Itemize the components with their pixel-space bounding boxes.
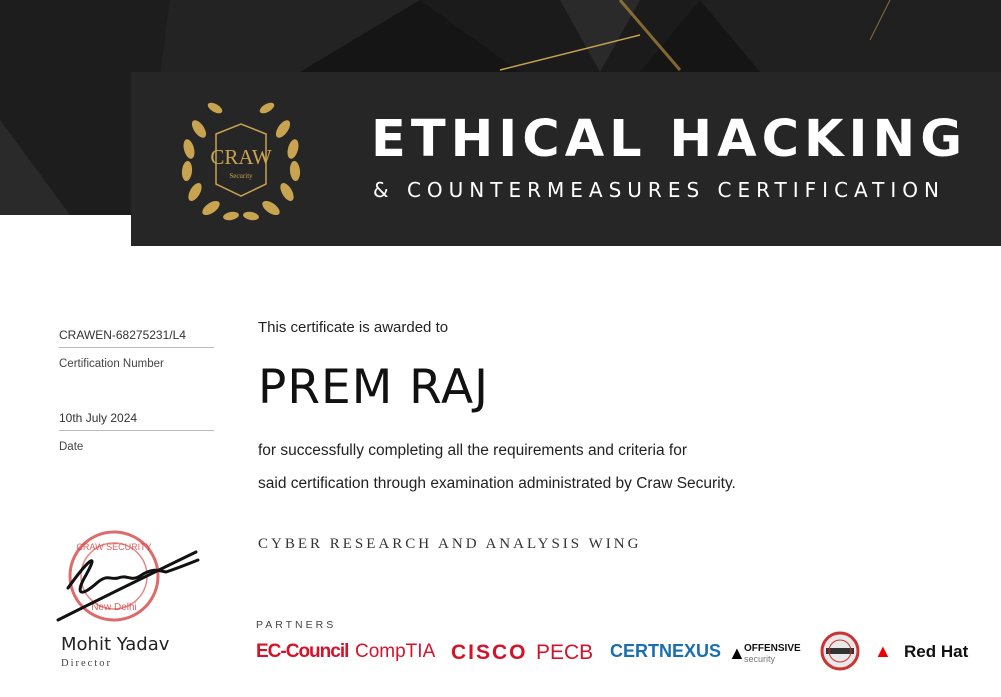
stamp-top-text: CRAW SECURITY — [76, 542, 152, 552]
security-text: security — [744, 654, 776, 664]
partner-cisco: CISCO — [451, 641, 528, 664]
stamp-bottom-text: New Delhi — [91, 602, 137, 613]
cert-number-block — [59, 328, 214, 370]
cert-number-label: Certification Number — [59, 358, 164, 370]
awarded-text: This certificate is awarded to — [258, 319, 449, 336]
signature-stamp — [48, 530, 208, 630]
logo-subtext: Security — [229, 172, 253, 180]
title-banner — [131, 72, 1001, 246]
certificate-subtitle: & COUNTERMEASURES CERTIFICATION — [373, 178, 945, 202]
redhat-icon: ▲ — [874, 641, 892, 661]
recipient-name: PREM RAJ — [258, 360, 489, 415]
description-line-2: said certification through examination administrated by Craw Security. — [258, 475, 736, 492]
certificate-title: ETHICAL HACKING — [371, 110, 968, 169]
redhat-text: Red Hat — [904, 642, 969, 661]
offensive-security-icon: ▲ — [728, 643, 746, 663]
partner-redhat — [874, 642, 974, 666]
description-line-1: for successfully completing all the requirements and criteria for — [258, 442, 688, 459]
partner-pecb: PECB — [536, 641, 594, 664]
date-block — [59, 411, 214, 453]
partners-label: PARTNERS — [256, 619, 337, 631]
director-name: Mohit Yadav — [61, 634, 170, 655]
partner-certnexus: CERTNEXUS — [610, 641, 722, 661]
craw-security-logo — [171, 94, 311, 226]
partner-comptia: CompTIA — [355, 641, 436, 662]
cert-number: CRAWEN-68275231/L4 — [59, 328, 214, 348]
partner-offensive-security — [728, 643, 808, 667]
logo-text: CRAW — [210, 145, 272, 169]
offensive-text: OFFENSIVE — [744, 643, 801, 654]
cert-date: 10th July 2024 — [59, 411, 214, 431]
partner-ec-council: EC-Council — [256, 641, 349, 662]
director-title: Director — [61, 658, 112, 669]
wing-name: CYBER RESEARCH AND ANALYSIS WING — [258, 536, 642, 552]
partner-badge-icon — [818, 631, 862, 671]
date-label: Date — [59, 441, 84, 453]
